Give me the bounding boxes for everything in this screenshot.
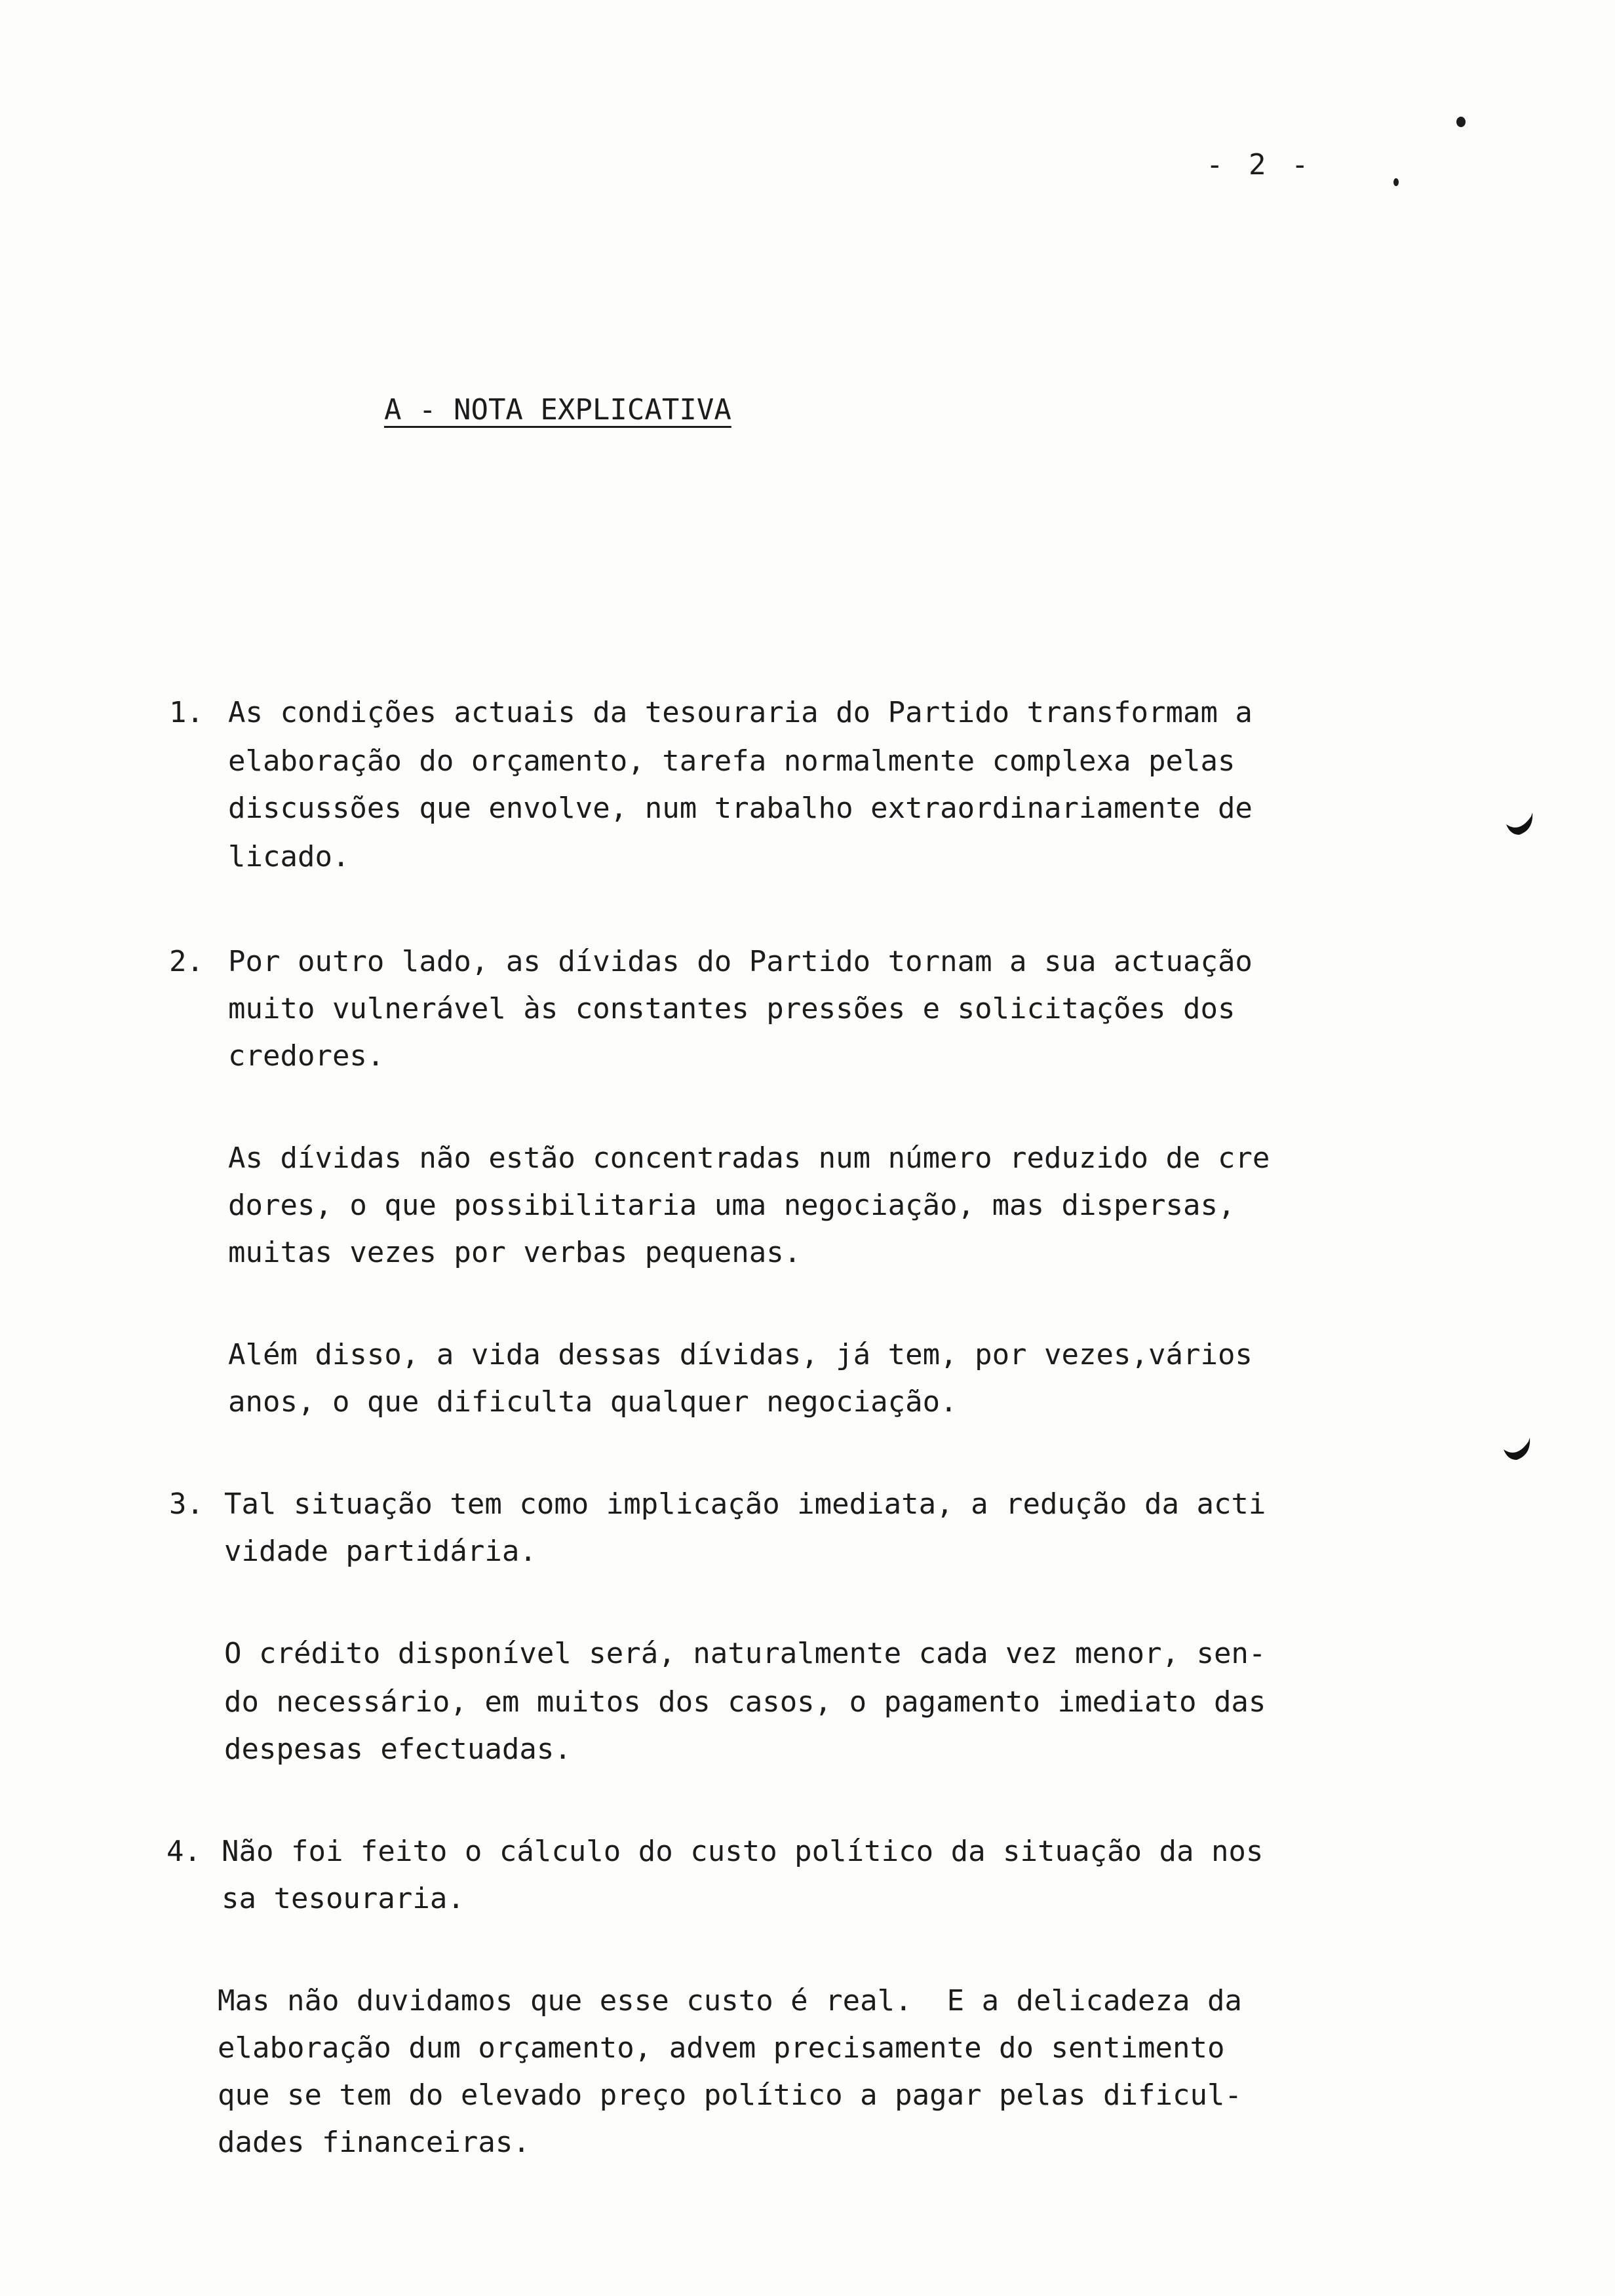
text-line: muito vulnerável às constantes pressões e solicitações dos — [228, 992, 1236, 1025]
text-line: Não foi feito o cálculo do custo político da situação da nos — [222, 1835, 1264, 1868]
scan-speck — [1456, 117, 1466, 127]
text-line: discussões que envolve, num trabalho extraordinariamente de — [228, 792, 1253, 825]
text-line: que se tem do elevado preço político a pagar pelas dificul- — [218, 2078, 1242, 2112]
item-number: 2. — [169, 945, 204, 978]
page-number: - 2 - — [1206, 148, 1313, 182]
text-line: Mas não duvidamos que esse custo é real. E a delicadeza da — [218, 1984, 1242, 2018]
text-line: sa tesouraria. — [222, 1882, 465, 1915]
text-line: credores. — [228, 1039, 385, 1073]
text-line: O crédito disponível será, naturalmente cada vez menor, sen- — [224, 1637, 1266, 1670]
margin-check-mark — [1502, 1436, 1532, 1463]
text-line: licado. — [228, 840, 350, 873]
scan-speck — [1393, 178, 1399, 186]
item-number: 3. — [169, 1487, 204, 1521]
text-line: muitas vezes por verbas pequenas. — [228, 1236, 802, 1269]
text-line: vidade partidária. — [224, 1535, 537, 1568]
text-line: As dívidas não estão concentradas num número reduzido de cre — [228, 1141, 1270, 1175]
text-line: dades financeiras. — [218, 2126, 530, 2159]
text-line: As condições actuais da tesouraria do Partido transformam a — [228, 696, 1253, 729]
text-line: elaboração dum orçamento, advem precisamente do sentimento — [218, 2031, 1225, 2065]
section-heading: A - NOTA EXPLICATIVA — [384, 393, 731, 427]
text-line: Além disso, a vida dessas dívidas, já tem, por vezes,vários — [228, 1338, 1253, 1371]
text-line: Por outro lado, as dívidas do Partido tornam a sua actuação — [228, 945, 1253, 978]
item-number: 1. — [169, 696, 204, 729]
margin-check-mark — [1505, 810, 1535, 836]
text-line: do necessário, em muitos dos casos, o pagamento imediato das — [224, 1685, 1266, 1719]
item-number: 4. — [166, 1835, 201, 1868]
text-line: dores, o que possibilitaria uma negociação, mas dispersas, — [228, 1189, 1236, 1222]
text-line: despesas efectuadas. — [224, 1732, 572, 1766]
text-line: elaboração do orçamento, tarefa normalmente complexa pelas — [228, 744, 1236, 778]
text-line: anos, o que dificulta qualquer negociação. — [228, 1385, 958, 1419]
text-line: Tal situação tem como implicação imediata, a redução da acti — [224, 1487, 1266, 1521]
